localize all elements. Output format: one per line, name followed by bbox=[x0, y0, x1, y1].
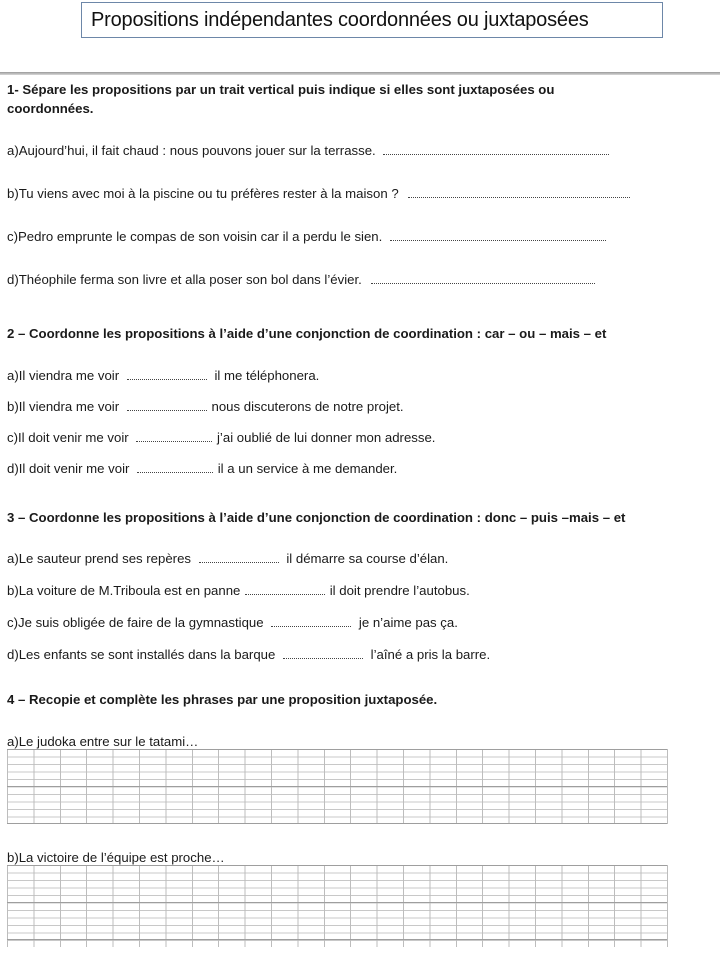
sentence-text: d)Théophile ferma son livre et alla poser son bol dans l’évier. bbox=[7, 272, 362, 287]
answer-blank[interactable] bbox=[383, 144, 609, 155]
answer-blank[interactable] bbox=[390, 230, 606, 241]
sentence-end: nous discuterons de notre projet. bbox=[211, 399, 404, 414]
conjunction-blank[interactable] bbox=[283, 648, 363, 659]
exercise-2-item bbox=[7, 399, 404, 414]
writing-grid-b[interactable] bbox=[7, 865, 668, 947]
exercise-1-title-line2: coordonnées. bbox=[7, 101, 94, 116]
header-divider bbox=[0, 72, 720, 75]
conjunction-blank[interactable] bbox=[271, 616, 351, 627]
sentence-start: c)Il doit venir me voir bbox=[7, 430, 129, 445]
exercise-1-item bbox=[7, 272, 595, 287]
sentence-start: a)Le sauteur prend ses repères bbox=[7, 551, 192, 566]
sentence-start: b)Il viendra me voir bbox=[7, 399, 120, 414]
conjunction-blank[interactable] bbox=[127, 400, 207, 411]
exercise-3-item bbox=[7, 551, 448, 566]
sentence-text: a)Aujourd’hui, il fait chaud : nous pouvons jouer sur la terrasse. bbox=[7, 143, 376, 158]
exercise-4-title: 4 – Recopie et complète les phrases par une proposition juxtaposée. bbox=[7, 692, 438, 707]
exercise-3-item bbox=[7, 647, 490, 662]
exercise-3-title: 3 – Coordonne les propositions à l’aide d’une conjonction de coordination : donc – puis –mais – et bbox=[7, 510, 626, 525]
exercise-1-title-line1: 1- Sépare les propositions par un trait vertical puis indique si elles sont juxtaposées ou bbox=[7, 82, 555, 97]
exercise-1-item bbox=[7, 229, 606, 244]
sentence-end: il démarre sa course d’élan. bbox=[286, 551, 449, 566]
sentence-text: b)Tu viens avec moi à la piscine ou tu préfères rester à la maison ? bbox=[7, 186, 399, 201]
answer-blank[interactable] bbox=[371, 273, 595, 284]
sentence-start: b)La voiture de M.Triboula est en panne bbox=[7, 583, 241, 598]
answer-blank[interactable] bbox=[408, 187, 630, 198]
sentence-end: j’ai oublié de lui donner mon adresse. bbox=[217, 430, 436, 445]
exercise-4-item-b: b)La victoire de l’équipe est proche… bbox=[7, 850, 225, 865]
sentence-start: d)Il doit venir me voir bbox=[7, 461, 130, 476]
sentence-end: il doit prendre l’autobus. bbox=[329, 583, 470, 598]
exercise-1-item bbox=[7, 143, 609, 158]
conjunction-blank[interactable] bbox=[245, 584, 325, 595]
sentence-start: c)Je suis obligée de faire de la gymnastique bbox=[7, 615, 264, 630]
exercise-2-item bbox=[7, 430, 435, 445]
sentence-end: il me téléphonera. bbox=[214, 368, 320, 383]
page-title: Propositions indépendantes coordonnées ou juxtaposées bbox=[81, 2, 663, 38]
exercise-2-item bbox=[7, 461, 397, 476]
exercise-4-item-a: a)Le judoka entre sur le tatami… bbox=[7, 734, 199, 749]
exercise-1-item bbox=[7, 186, 630, 201]
sentence-end: je n’aime pas ça. bbox=[358, 615, 458, 630]
writing-grid-a[interactable] bbox=[7, 749, 668, 824]
sentence-end: l’aîné a pris la barre. bbox=[370, 647, 491, 662]
conjunction-blank[interactable] bbox=[199, 552, 279, 563]
sentence-start: a)Il viendra me voir bbox=[7, 368, 120, 383]
sentence-start: d)Les enfants se sont installés dans la barque bbox=[7, 647, 276, 662]
exercise-3-item bbox=[7, 583, 470, 598]
conjunction-blank[interactable] bbox=[136, 431, 212, 442]
conjunction-blank[interactable] bbox=[137, 462, 213, 473]
exercise-3-item bbox=[7, 615, 458, 630]
exercise-2-item bbox=[7, 368, 319, 383]
sentence-text: c)Pedro emprunte le compas de son voisin car il a perdu le sien. bbox=[7, 229, 383, 244]
exercise-2-title: 2 – Coordonne les propositions à l’aide d’une conjonction de coordination : car – ou – mais – et bbox=[7, 326, 607, 341]
sentence-end: il a un service à me demander. bbox=[217, 461, 398, 476]
conjunction-blank[interactable] bbox=[127, 369, 207, 380]
